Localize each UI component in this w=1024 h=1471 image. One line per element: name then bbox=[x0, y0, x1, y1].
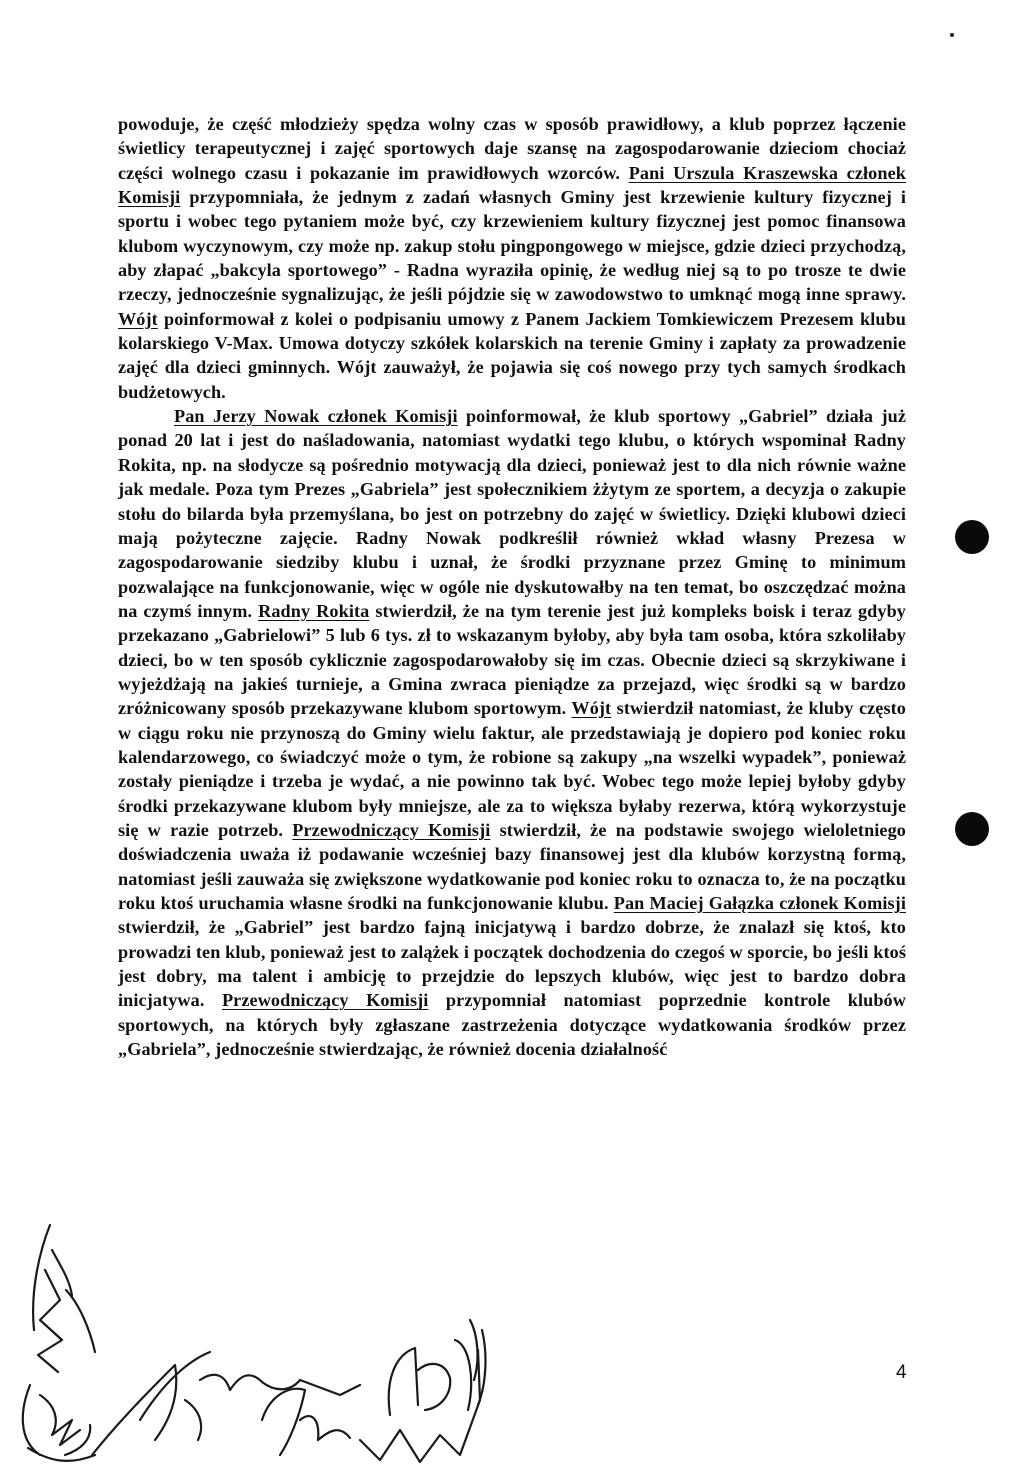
signature-left-top bbox=[33, 1225, 95, 1372]
paragraph-1 bbox=[118, 112, 906, 404]
page-number: 4 bbox=[896, 1362, 907, 1383]
punch-hole-top bbox=[955, 520, 989, 554]
signature-center-1 bbox=[92, 1352, 360, 1455]
signature-center-2 bbox=[262, 1389, 350, 1455]
signature-right bbox=[470, 1320, 485, 1405]
paragraph-2-text-d: stwierdził, że na podstawie swojego wieloletniego doświadczenia uważa iż podawanie wcześniej bazy finansowej jest dla klubów korzystną formą, natomiast jeśli zauważa się zwiększone wydatkowanie pod koniec roku to oznacza to, że na początku roku ktoś uruchamia własne środki na funkcjonowanie klubu. bbox=[118, 819, 906, 913]
speaker-przewodniczacy-komisji-2: Przewodniczący Komisji bbox=[221, 990, 429, 1011]
paragraph-2-text-b: stwierdził, że na tym terenie jest już kompleks boisk i teraz gdyby przekazano „Gabrielowi” 5 lub 6 tys. zł to wskazanym byłoby, aby była tam osoba, która szkoliłaby dzieci, bo w ten sposób cyklicznie zagospodarowałoby się im czas. Obecnie dzieci są skrzykiwane i wyjeżdżają na jakieś turnieje, a Gmina zwraca pieniądze za przejazd, więc środki są w bardzo zróżnicowany sposób przekazywane klubom sportowym. bbox=[118, 600, 906, 719]
speaker-radny-rokita: Radny Rokita bbox=[258, 600, 370, 621]
paragraph-1-text-a: powoduje, że część młodzieży spędza wolny czas w sposób prawidłowy, a klub poprzez łączenie świetlicy terapeutycznej i zajęć sportowych daje szansę na zagospodarowanie dzieciom chociaż części wolnego czasu i pokazanie im prawidłowych wzorców. bbox=[118, 114, 906, 183]
paragraph-2-text-a: poinformował, że klub sportowy „Gabriel” działa już ponad 20 lat i jest do naśladowania, natomiast wydatki tego klubu, o których wspominał Radny Rokita, np. na słodycze są pośrednio motywacją dla dzieci, ponieważ jest to dla nich równie ważne jak medale. Poza tym Prezes „Gabriela” jest społecznikiem żżytym ze sportem, a decyzja o zakupie stołu do bilarda była przemyślana, bo jest on potrzebny do zajęć w świetlicy. Dzięki klubowi dzieci mają pożyteczne zajęcie. Radny Nowak podkreślił również wkład własny Prezesa w zagospodarowanie siedziby klubu i uznał, że środki przyznane przez Gminę to minimum pozwalające na funkcjonowanie, więc w ogóle nie dyskutowałby na ten temat, bo oszczędzać można na czymś innym. bbox=[118, 406, 907, 621]
speaker-jerzy-nowak: Pan Jerzy Nowak członek Komisji bbox=[174, 406, 458, 427]
speaker-urszula-kraszewska: Pani Urszula Kraszewska członek Komisji bbox=[118, 162, 906, 208]
paragraph-2-text-e: stwierdził, że „Gabriel” jest bardzo fajną inicjatywą i bardzo dobrze, że znalazł się ktoś, kto prowadzi ten klub, ponieważ jest to zalążek i początek dochodzenia do czegoś w sporcie, bo jeśli ktoś jest dobry, ma talent i ambicję to przejdzie do lepszych klubów, więc jest to bardzo dobra inicjatywa. bbox=[118, 917, 906, 1011]
signature-left-bottom bbox=[23, 1385, 95, 1461]
speaker-wojt-2: Wójt bbox=[571, 698, 612, 719]
scan-speck bbox=[950, 33, 954, 37]
speaker-przewodniczacy-komisji: Przewodniczący Komisji bbox=[292, 819, 491, 840]
paragraph-1-text-b: przypomniała, że jednym z zadań własnych Gminy jest krzewienie kultury fizycznej i sportu i wobec tego pytaniem może być, czy krzewieniem kultury fizycznej jest pomoc finansowa klubom wyczynowym, czy może np. zakup stołu pingpongowego w miejsce, gdzie dzieci przychodzą, aby złapać „bakcyla sportowego” - Radna wyraziła opinię, że według niej są to po trosze te dwie rzeczy, jednocześnie sygnalizując, że jeśli pójdzie się w zawodowstwo to umknąć mogą inne sprawy. bbox=[118, 187, 906, 305]
paragraph-2-text-f: przypomniał natomiast poprzednie kontrole klubów sportowych, na których były zgłaszane zastrzeżenia dotyczące wydatkowania środków przez „Gabriela”, jednocześnie stwierdzając, że również docenia działalność bbox=[118, 990, 906, 1060]
document-body bbox=[118, 112, 906, 1061]
paragraph-2 bbox=[118, 404, 906, 1061]
punch-hole-bottom bbox=[955, 812, 989, 846]
speaker-maciej-galazka: Pan Maciej Gałązka członek Komisji bbox=[613, 893, 906, 913]
paragraph-1-text-c: poinformował z kolei o podpisaniu umowy z Panem Jackiem Tomkiewiczem Prezesem klubu kolarskiego V-Max. Umowa dotyczy szkółek kolarskich na terenie Gminy i zapłaty za prowadzenie zajęć dla dzieci gminnych. Wójt zauważył, że pojawia się coś nowego przy tych samych środkach budżetowych. bbox=[118, 308, 906, 402]
paragraph-2-text-c: stwierdził natomiast, że kluby często w ciągu roku nie przynoszą do Gminy wielu faktur, ale przedstawiają je dopiero pod koniec roku kalendarzowego, co świadczyć może o tym, że robione są zakupy „na wszelki wypadek”, ponieważ zostały pieniądze i trzeba je wydać, a nie powinno tak być. Wobec tego może lepiej byłoby gdyby środki przekazywane klubom były mniejsze, ale za to większa byłaby rezerwa, którą wykorzystuje się w razie potrzeb. bbox=[118, 698, 906, 840]
speaker-wojt: Wójt bbox=[118, 308, 158, 329]
signature-center-3 bbox=[360, 1340, 480, 1462]
